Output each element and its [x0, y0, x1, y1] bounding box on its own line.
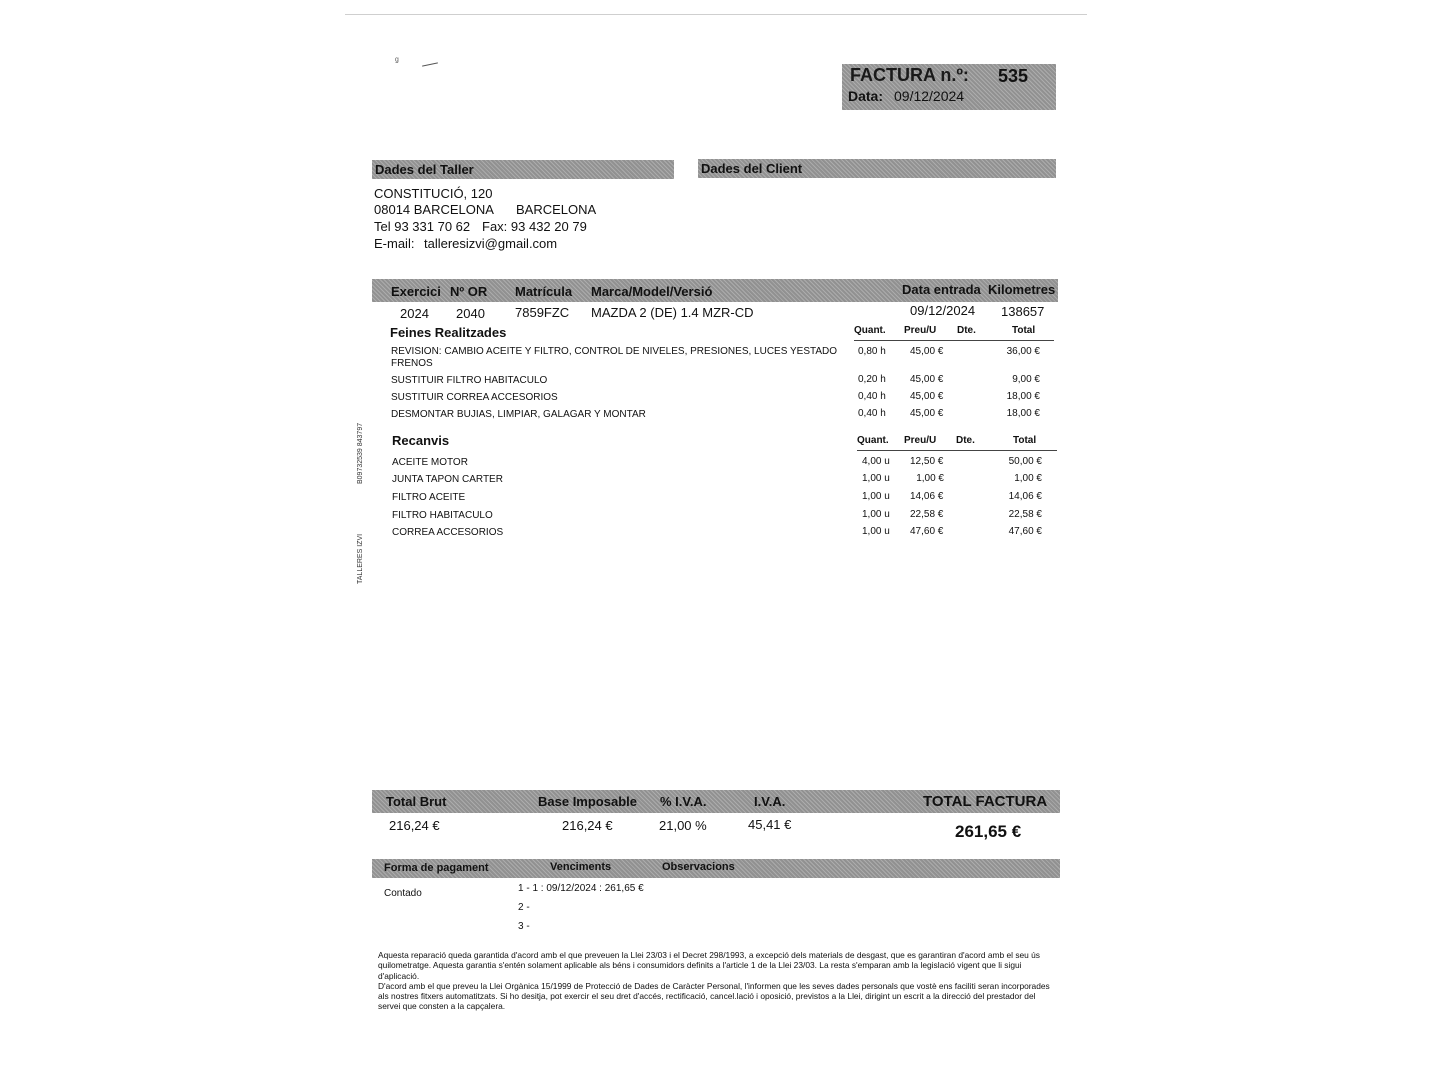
work-col-dte: Dte. [957, 325, 976, 336]
work-item-preu: 45,00 € [910, 346, 944, 357]
work-item-preu: 45,00 € [910, 391, 944, 402]
col-iva: I.V.A. [754, 794, 786, 809]
scan-top-line [345, 14, 1087, 15]
part-item-preu: 47,60 € [910, 526, 944, 537]
col-total-brut: Total Brut [386, 794, 447, 809]
work-item-total: 18,00 € [1006, 408, 1040, 419]
part-item-quant: 1,00 u [862, 473, 890, 484]
work-item-preu: 45,00 € [910, 374, 944, 385]
workshop-fax: Fax: 93 432 20 79 [482, 219, 587, 234]
work-col-preu: Preu/U [904, 325, 937, 336]
payment-venciment: 2 - [518, 902, 530, 913]
parts-title: Recanvis [392, 433, 450, 448]
payment-venciment: 1 - 1 : 09/12/2024 : 261,65 € [518, 883, 644, 894]
work-item-desc: SUSTITUIR FILTRO HABITACULO [391, 375, 548, 386]
legal-data-protection: D'acord amb el que preveu la Llei Orgànica 15/1999 de Protecció de Dades de Caràcter Personal, l'informen que les seves dades personals que vostè ens faciliti seran incorporades als nostres fitxers automatitzats. Si ho desitja, pot exercir el seu dret d'accés, rectificació, cancel.lació i oposició, previstos a la Llei, dirigint un escrit a la direcció del prestador del servei que consten a la capçalera. [378, 980, 1050, 1012]
work-item-quant: 0,40 h [858, 391, 886, 402]
work-item-quant: 0,20 h [858, 374, 886, 385]
parts-col-quant: Quant. [857, 435, 889, 446]
payment-forma: Contado [384, 888, 422, 899]
val-nor: 2040 [456, 306, 485, 321]
workshop-tel: Tel 93 331 70 62 [374, 219, 471, 234]
legal-notice [378, 950, 1056, 1012]
part-item-total: 14,06 € [1008, 491, 1042, 502]
workshop-email-label: E-mail: [374, 236, 415, 251]
side-company-code: B09732539 843797 [357, 422, 364, 484]
invoice-number: 535 [998, 66, 1029, 86]
work-item-quant: 0,40 h [858, 408, 886, 419]
val-km: 138657 [1001, 304, 1045, 319]
work-item-total: 9,00 € [1012, 374, 1040, 385]
val-data-entrada: 09/12/2024 [910, 303, 976, 318]
part-item-preu: 22,58 € [910, 509, 944, 520]
parts-col-preu: Preu/U [904, 435, 937, 446]
part-item-desc: FILTRO HABITACULO [392, 510, 493, 521]
col-venciments: Venciments [550, 861, 612, 873]
work-col-total: Total [1012, 325, 1036, 336]
col-marca: Marca/Model/Versió [591, 284, 713, 299]
col-km: Kilometres [988, 282, 1056, 297]
val-total-factura: 261,65 € [955, 822, 1022, 841]
col-base-imposable: Base Imposable [538, 794, 637, 809]
val-total-brut: 216,24 € [389, 818, 440, 833]
col-nor: Nº OR [450, 284, 488, 299]
parts-col-dte: Dte. [956, 435, 975, 446]
part-item-desc: FILTRO ACEITE [392, 492, 466, 503]
part-item-preu: 1,00 € [916, 473, 944, 484]
invoice-date-label: Data: [848, 88, 884, 104]
work-item-desc-cont: FRENOS [391, 358, 433, 369]
work-item-desc: REVISION: CAMBIO ACEITE Y FILTRO, CONTROL DE NIVELES, PRESIONES, LUCES YESTADO [391, 346, 838, 357]
part-item-desc: JUNTA TAPON CARTER [392, 474, 503, 485]
client-header: Dades del Client [698, 159, 1056, 178]
work-title: Feines Realitzades [390, 325, 507, 340]
parts-col-total: Total [1013, 435, 1037, 446]
invoice-date: 09/12/2024 [894, 88, 965, 104]
part-item-preu: 12,50 € [910, 456, 944, 467]
work-col-quant: Quant. [854, 325, 886, 336]
workshop-postal-city: 08014 BARCELONA [374, 202, 494, 217]
part-item-total: 47,60 € [1008, 526, 1042, 537]
col-pct-iva: % I.V.A. [660, 794, 707, 809]
part-item-quant: 1,00 u [862, 509, 890, 520]
val-iva: 45,41 € [748, 817, 792, 832]
work-item-preu: 45,00 € [910, 408, 944, 419]
part-item-quant: 1,00 u [862, 491, 890, 502]
work-item-total: 18,00 € [1006, 391, 1040, 402]
part-item-preu: 14,06 € [910, 491, 944, 502]
workshop-address: CONSTITUCIÓ, 120 [374, 186, 493, 201]
scan-mark [422, 62, 438, 66]
val-pct-iva: 21,00 % [659, 818, 707, 833]
invoice-label: FACTURA n.º: [850, 65, 969, 85]
side-company-name: TALLERES IZVI [357, 533, 364, 584]
col-forma-pagament: Forma de pagament [384, 862, 489, 874]
val-matricula: 7859FZC [515, 305, 570, 320]
part-item-quant: 1,00 u [862, 526, 890, 537]
workshop-header: Dades del Taller [372, 160, 674, 179]
work-item-quant: 0,80 h [858, 346, 886, 357]
col-total-factura: TOTAL FACTURA [923, 793, 1048, 810]
part-item-total: 50,00 € [1008, 456, 1042, 467]
val-base-imposable: 216,24 € [562, 818, 613, 833]
part-item-quant: 4,00 u [862, 456, 890, 467]
col-exercici: Exercici [391, 284, 441, 299]
work-item-total: 36,00 € [1006, 346, 1040, 357]
workshop-province: BARCELONA [516, 202, 597, 217]
legal-warranty: Aquesta reparació queda garantida d'acord amb el que preveuen la Llei 23/03 i el Decret 298/1993, a excepció dels materials de desgast, que es garantiran d'acord amb el seu ús quilometratge. Aquesta garantia s'entén solament aplicable als béns i consumidors definits a l'article 1 de la Llei 23/03. La resta s'emparan amb la legislació vigent que li sigui d'aplicació. [378, 950, 1040, 981]
payment-venciment: 3 - [518, 921, 530, 932]
part-item-desc: CORREA ACCESORIOS [392, 527, 504, 538]
workshop-email: talleresizvi@gmail.com [424, 236, 558, 251]
part-item-desc: ACEITE MOTOR [392, 457, 468, 468]
col-data-entrada: Data entrada [902, 282, 981, 297]
col-matricula: Matrícula [515, 284, 573, 299]
scan-mark: ᵍ [395, 56, 399, 67]
work-item-desc: DESMONTAR BUJIAS, LIMPIAR, GALAGAR Y MONTAR [391, 409, 646, 420]
invoice-box [842, 64, 1056, 110]
parts-header-rule [857, 450, 1057, 451]
work-header-rule [854, 340, 1054, 341]
val-exercici: 2024 [400, 306, 429, 321]
col-observacions: Observacions [662, 861, 735, 873]
work-item-desc: SUSTITUIR CORREA ACCESORIOS [391, 392, 558, 403]
part-item-total: 1,00 € [1014, 473, 1042, 484]
part-item-total: 22,58 € [1008, 509, 1042, 520]
val-marca: MAZDA 2 (DE) 1.4 MZR-CD [591, 305, 754, 320]
